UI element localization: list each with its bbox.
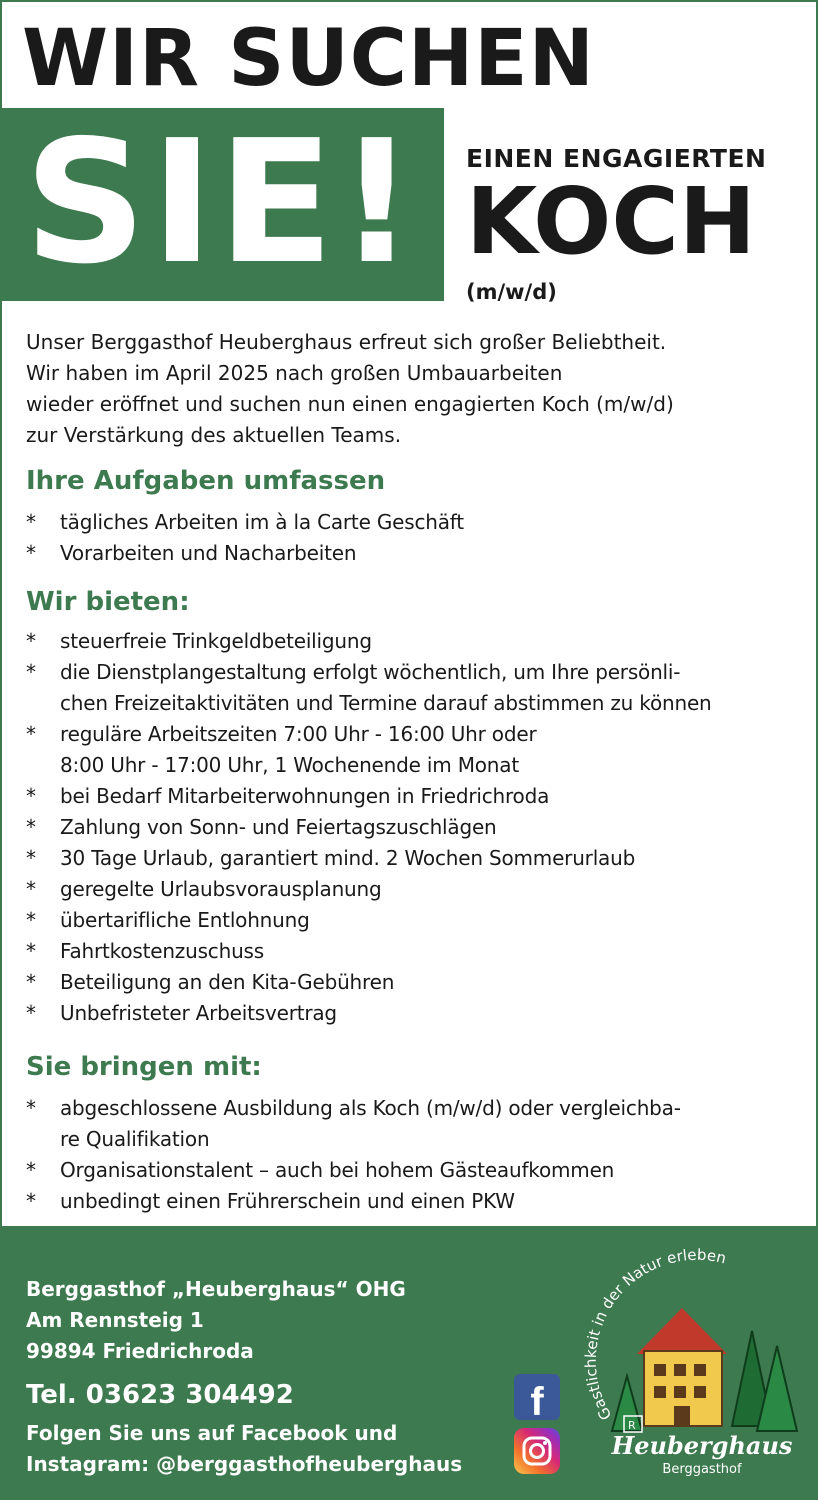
address-block bbox=[26, 1274, 406, 1367]
list-item bbox=[24, 967, 804, 998]
instagram-icon[interactable] bbox=[514, 1428, 560, 1474]
bullet-star: * bbox=[26, 1001, 36, 1025]
bullet-star: * bbox=[26, 1189, 36, 1213]
list-item-text: Vorarbeiten und Nacharbeiten bbox=[60, 541, 357, 565]
bullet-star: * bbox=[26, 846, 36, 870]
tasks-list bbox=[24, 507, 804, 569]
logo-arc-text: Gastlichkeit in der Natur erleben bbox=[582, 1245, 728, 1424]
list-item bbox=[24, 657, 804, 719]
instagram-handle[interactable]: Instagram: @berggasthofheuberghaus bbox=[26, 1452, 463, 1476]
list-item-text: reguläre Arbeitszeiten 7:00 Uhr - 16:00 Uhr oder 8:00 Uhr - 17:00 Uhr, 1 Wochenende im Monat bbox=[60, 722, 537, 777]
intro-line: zur Verstärkung des aktuellen Teams. bbox=[26, 423, 402, 447]
list-item bbox=[24, 1155, 804, 1186]
intro-line: Unser Berggasthof Heuberghaus erfreut sich großer Beliebtheit. bbox=[26, 330, 667, 354]
list-item bbox=[24, 936, 804, 967]
list-item-text: 30 Tage Urlaub, garantiert mind. 2 Wochen Sommerurlaub bbox=[60, 846, 636, 870]
list-item bbox=[24, 626, 804, 657]
list-item bbox=[24, 719, 804, 781]
bullet-star: * bbox=[26, 908, 36, 932]
list-item bbox=[24, 1093, 804, 1155]
list-item-text: steuerfreie Trinkgeldbeteiligung bbox=[60, 629, 372, 653]
bullet-star: * bbox=[26, 1096, 36, 1120]
list-item-text: geregelte Urlaubsvorausplanung bbox=[60, 877, 382, 901]
bullet-star: * bbox=[26, 939, 36, 963]
bullet-star: * bbox=[26, 541, 36, 565]
bullet-star: * bbox=[26, 970, 36, 994]
list-item-text: unbedingt einen Frührerschein und einen PKW bbox=[60, 1189, 515, 1213]
list-item-text: Organisationstalent – auch bei hohem Gästeaufkommen bbox=[60, 1158, 615, 1182]
list-item bbox=[24, 781, 804, 812]
list-item bbox=[24, 843, 804, 874]
facebook-icon[interactable]: f bbox=[514, 1374, 560, 1420]
bullet-star: * bbox=[26, 815, 36, 839]
intro-line: Wir haben im April 2025 nach großen Umbauarbeiten bbox=[26, 361, 563, 385]
big-word: SIE! bbox=[24, 104, 420, 302]
bullet-star: * bbox=[26, 877, 36, 901]
list-item bbox=[24, 905, 804, 936]
bullet-star: * bbox=[26, 722, 36, 746]
sie-banner bbox=[2, 104, 444, 302]
list-item bbox=[24, 998, 804, 1029]
social-text bbox=[26, 1418, 462, 1480]
intro-line: wieder eröffnet und suchen nun einen engagierten Koch (m/w/d) bbox=[26, 392, 674, 416]
logo-name: Heuberghaus bbox=[611, 1431, 793, 1460]
offer-list bbox=[24, 626, 804, 1029]
company-name: Berggasthof „Heuberghaus“ OHG bbox=[26, 1277, 406, 1301]
svg-text:R: R bbox=[628, 1419, 636, 1432]
list-item-text: übertarifliche Entlohnung bbox=[60, 908, 310, 932]
list-item-text: Beteiligung an den Kita-Gebühren bbox=[60, 970, 395, 994]
tasks-heading: Ihre Aufgaben umfassen bbox=[26, 466, 386, 496]
requirements-list bbox=[24, 1093, 804, 1217]
city: 99894 Friedrichroda bbox=[26, 1339, 254, 1363]
requirements-heading: Sie bringen mit: bbox=[26, 1052, 262, 1082]
position-title: KOCH bbox=[466, 168, 756, 275]
list-item-text: Unbefristeter Arbeitsvertrag bbox=[60, 1001, 337, 1025]
list-item bbox=[24, 874, 804, 905]
intro-text bbox=[26, 327, 796, 451]
follow-line: Folgen Sie uns auf Facebook und bbox=[26, 1421, 398, 1445]
bullet-star: * bbox=[26, 784, 36, 808]
list-item-text: die Dienstplangestaltung erfolgt wöchentlich, um Ihre persönli- chen Freizeitaktivitäten und Termine darauf abstimmen zu können bbox=[60, 660, 712, 715]
sub-line: EINEN ENGAGIERTEN bbox=[466, 144, 767, 173]
list-item-text: tägliches Arbeiten im à la Carte Geschäft bbox=[60, 510, 464, 534]
list-item-text: bei Bedarf Mitarbeiterwohnungen in Friedrichroda bbox=[60, 784, 550, 808]
bullet-star: * bbox=[26, 1158, 36, 1182]
list-item bbox=[24, 507, 804, 538]
list-item-text: abgeschlossene Ausbildung als Koch (m/w/d) oder vergleichba- re Qualifikation bbox=[60, 1096, 681, 1151]
logo-subtitle: Berggasthof bbox=[662, 1462, 742, 1477]
bullet-star: * bbox=[26, 510, 36, 534]
gender-note: (m/w/d) bbox=[466, 280, 557, 304]
list-item bbox=[24, 1186, 804, 1217]
list-item-text: Fahrtkostenzuschuss bbox=[60, 939, 264, 963]
footer bbox=[2, 1226, 816, 1498]
list-item-text: Zahlung von Sonn- und Feiertagszuschlägen bbox=[60, 815, 497, 839]
offer-heading: Wir bieten: bbox=[26, 587, 190, 617]
phone-number[interactable]: Tel. 03623 304492 bbox=[26, 1380, 294, 1410]
bullet-star: * bbox=[26, 660, 36, 684]
bullet-star: * bbox=[26, 629, 36, 653]
headline: WIR SUCHEN bbox=[22, 14, 595, 104]
list-item bbox=[24, 812, 804, 843]
street: Am Rennsteig 1 bbox=[26, 1308, 204, 1332]
list-item bbox=[24, 538, 804, 569]
